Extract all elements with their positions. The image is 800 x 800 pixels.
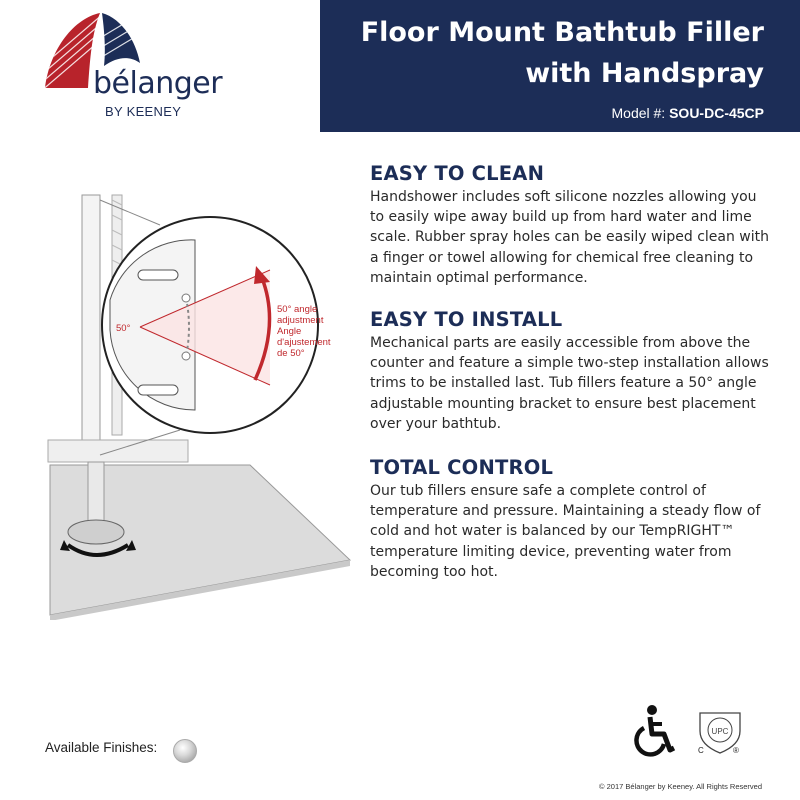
callout-en-line2: adjustment: [277, 315, 324, 326]
page-title: [324, 12, 764, 94]
bracket-slot-top: [138, 270, 178, 280]
chrome-finish-swatch[interactable]: [173, 739, 197, 763]
brand-name: bélanger: [93, 66, 223, 101]
callout-fr-line1: Angle: [277, 326, 302, 337]
mounting-flange: [68, 520, 124, 544]
upc-r-mark: ®: [733, 746, 739, 755]
callout-en-line1: 50° angle: [277, 304, 318, 315]
model-number: [612, 105, 765, 121]
upc-certification-icon: [695, 705, 745, 757]
bracket-screw-bottom: [182, 352, 190, 360]
section-easy-to-install: [370, 307, 770, 434]
brand-subname: BY KEENEY: [105, 104, 182, 119]
callout-fr-line3: de 50°: [277, 348, 305, 359]
section-heading: TOTAL CONTROL: [370, 456, 554, 479]
deck-cutout: [48, 440, 188, 462]
title-line-1: Floor Mount Bathtub Filler: [360, 17, 764, 48]
filler-pipe: [82, 195, 100, 460]
angle-label: 50°: [116, 323, 131, 334]
callout-fr-line2: d'ajustement: [277, 337, 331, 348]
section-body: Our tub fillers ensure safe a complete control of temperature and pressure. Maintaining a steady flow of cold and hot water is balanced by our TempRIGHT™ temperature limiting device, preventing water from becoming too hot.: [370, 483, 761, 580]
model-label: Model #:: [611, 105, 666, 121]
section-easy-to-clean: [370, 161, 770, 288]
available-finishes-label: Available Finishes:: [45, 740, 158, 755]
model-value: SOU-DC-45CP: [669, 105, 764, 121]
section-total-control: [370, 455, 770, 582]
zoom-leader-top: [100, 200, 160, 225]
section-heading: EASY TO INSTALL: [370, 308, 563, 331]
callout-english: [277, 304, 331, 359]
lower-pipe: [88, 462, 104, 522]
upc-c-mark: C: [698, 746, 704, 755]
copyright-text: © 2017 Bélanger by Keeney. All Rights Reserved: [599, 782, 762, 791]
bracket-screw-top: [182, 294, 190, 302]
section-heading: EASY TO CLEAN: [370, 162, 545, 185]
header-banner: [320, 0, 800, 132]
bracket-illustration: [0, 180, 360, 620]
section-body: Handshower includes soft silicone nozzles allowing you to easily wipe away build up from hard water and lime scale. Rubber spray holes can be easily wiped clean with a finger or towel allowing for chemical free cleaning to maintain optimal performance.: [370, 189, 770, 286]
title-line-2: with Handspray: [525, 58, 764, 89]
section-body: Mechanical parts are easily accessible from above the counter and feature a simple two-step installation allows trims to be installed last. Tub fillers feature a 50° angle adjustable mounting bracket to ensure best placement over your bathtub.: [370, 335, 769, 432]
logo-navy-shape: [102, 13, 140, 66]
bracket-slot-bottom: [138, 385, 178, 395]
wheelchair-accessible-icon: [630, 704, 678, 758]
upc-text: UPC: [711, 727, 729, 736]
